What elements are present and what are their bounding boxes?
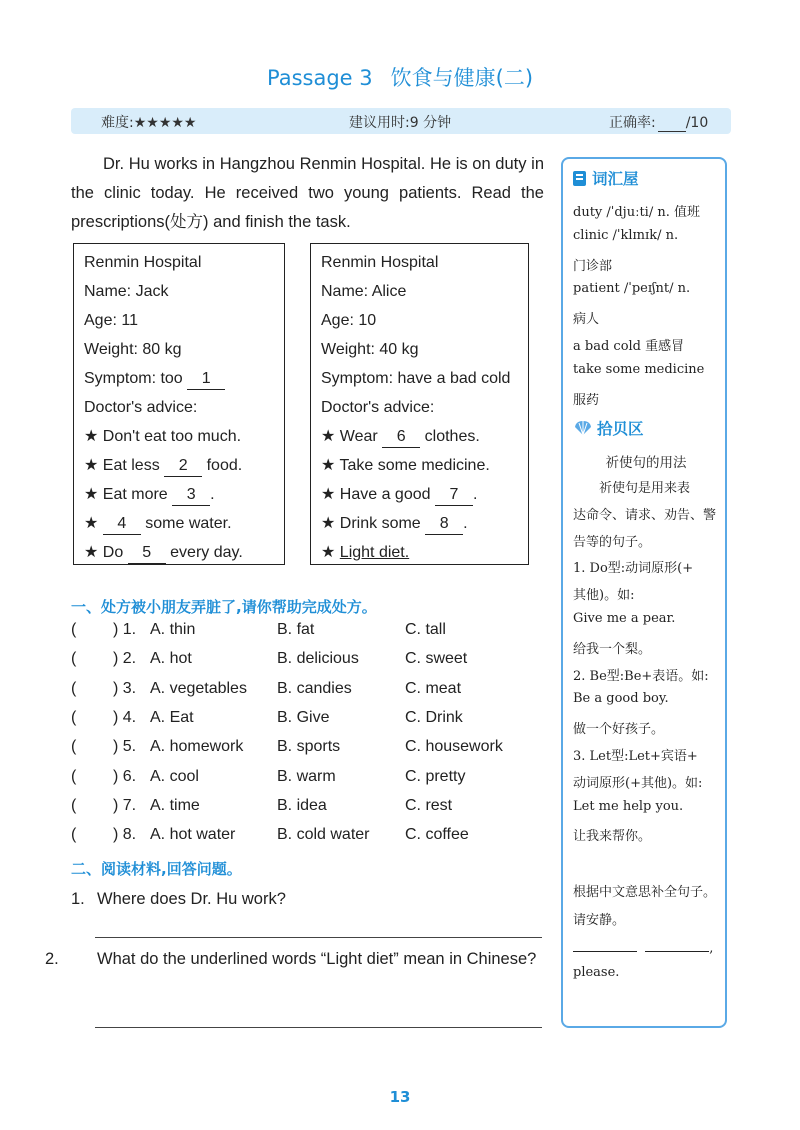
grammar-line: Give me a pear. (573, 611, 676, 626)
mc-question (71, 768, 551, 797)
rx-symptom: Symptom: too 1 (84, 364, 284, 393)
blank-6[interactable]: 6 (382, 427, 420, 448)
passage-topic: 饮食与健康(二) (390, 66, 534, 90)
vocab-line: patient /ˈpeɪʃnt/ n. (573, 281, 691, 297)
accuracy-blank[interactable] (658, 117, 686, 132)
answer-paren[interactable]: ( (71, 621, 77, 638)
grammar-line: Let me help you. (573, 798, 684, 814)
option-a[interactable]: A. vegetables (150, 679, 247, 697)
rx-weight: Weight: 40 kg (321, 341, 419, 358)
blank-2[interactable]: 2 (164, 456, 202, 477)
rx-advice-3: ★ Have a good 7 . (321, 480, 528, 509)
accuracy-label: 正确率: (609, 115, 656, 131)
mc-question (71, 738, 551, 767)
option-b[interactable]: B. cold water (277, 826, 370, 844)
rx-advice-label: Doctor's advice: (321, 399, 435, 416)
exercise-blank-1[interactable] (573, 939, 637, 952)
rx-name: Name: Alice (321, 283, 407, 300)
option-c[interactable]: C. pretty (405, 767, 466, 785)
option-a[interactable]: A. hot water (150, 826, 236, 844)
grammar-line: 动词原形(+其他)。如: (573, 775, 703, 791)
mc-question (71, 680, 551, 709)
grammar-line: 达命令、请求、劝告、警 (573, 507, 717, 523)
mc-question (71, 826, 551, 855)
mc-question (71, 650, 551, 679)
question-number: 1. (71, 890, 85, 908)
rx-advice-1: ★ Don't eat too much. (84, 428, 242, 445)
grammar-line: 1. Do型:动词原形(+ (573, 561, 694, 577)
underlined-light-diet: Light diet. (339, 544, 410, 561)
option-b[interactable]: B. fat (277, 621, 315, 638)
question-number: ) 7. (113, 796, 137, 814)
exercise-ending: please. (573, 965, 620, 980)
grammar-line: 祈使句是用来表 (599, 481, 691, 496)
difficulty: 难度:★★★★★ (101, 115, 197, 131)
question-number: ) 2. (113, 650, 137, 668)
mc-question (71, 797, 551, 826)
rx-age: Age: 11 (84, 312, 138, 329)
rx-advice-4: ★ 4 some water. (84, 509, 284, 538)
rx-age: Age: 10 (321, 312, 377, 329)
answer-paren[interactable]: ( (71, 826, 77, 844)
vocab-line: duty /ˈdjuːti/ n. 值班 (573, 205, 700, 220)
rx-advice-2: ★ Eat less 2 food. (84, 451, 284, 480)
rx-advice-4: ★ Drink some 8 . (321, 509, 528, 538)
answer-line-2[interactable] (95, 1027, 542, 1028)
exercise-prompt: 根据中文意思补全句子。 (573, 885, 717, 900)
rx-advice-3: ★ Eat more 3 . (84, 480, 284, 509)
accuracy (609, 112, 708, 132)
suggested-time: 建议用时:9 分钟 (349, 115, 452, 131)
page-title (0, 62, 800, 92)
blank-8[interactable]: 8 (425, 514, 463, 535)
passage-number: Passage 3 (266, 66, 373, 90)
vocab-heading: 词汇屋 (573, 167, 639, 189)
rx-advice-5: ★ Do 5 every day. (84, 538, 284, 567)
vocab-line: take some medicine (573, 361, 705, 377)
answer-paren[interactable]: ( (71, 679, 77, 697)
vocab-line: a bad cold 重感冒 (573, 339, 685, 354)
grammar-line: 2. Be型:Be+表语。如: (573, 668, 709, 684)
rx-hospital: Renmin Hospital (84, 254, 202, 271)
option-b[interactable]: B. delicious (277, 650, 359, 668)
grammar-line: 告等的句子。 (573, 534, 652, 550)
option-b[interactable]: B. candies (277, 679, 352, 697)
question-number: ) 1. (113, 621, 137, 638)
sidebar (561, 157, 727, 1028)
rx-symptom: Symptom: have a bad cold (321, 370, 511, 387)
option-c[interactable]: C. Drink (405, 708, 463, 726)
vocab-line: 服药 (573, 392, 600, 408)
vocab-line: clinic /ˈklɪnɪk/ n. (573, 227, 679, 243)
question-number: ) 5. (113, 738, 137, 756)
vocab-line: 病人 (573, 312, 600, 328)
book-icon (573, 171, 586, 186)
exercise-blanks (573, 939, 723, 956)
shell-heading: 拾贝区 (573, 417, 644, 439)
option-a[interactable]: A. cool (150, 767, 199, 785)
rx-hospital: Renmin Hospital (321, 254, 439, 271)
grammar-line: 其他)。如: (573, 588, 635, 604)
accuracy-total: /10 (685, 115, 709, 131)
question-number: ) 8. (113, 826, 137, 844)
option-c[interactable]: C. rest (405, 796, 453, 814)
blank-5[interactable]: 5 (128, 543, 166, 564)
option-b[interactable]: B. idea (277, 796, 327, 814)
question-text: Where does Dr. Hu work? (97, 890, 286, 908)
prescription-jack (73, 243, 285, 565)
question-number: ) 6. (113, 767, 137, 785)
answer-paren[interactable]: ( (71, 650, 77, 668)
rx-advice-2: ★ Take some medicine. (321, 457, 490, 474)
option-b[interactable]: B. warm (277, 767, 336, 785)
option-a[interactable]: A. thin (150, 621, 196, 638)
option-c[interactable]: C. coffee (405, 826, 469, 844)
answer-line-1[interactable] (95, 937, 542, 938)
answer-paren[interactable]: ( (71, 796, 77, 814)
question-number: ) 3. (113, 679, 137, 697)
grammar-title: 祈使句的用法 (605, 455, 687, 471)
mc-question (71, 709, 551, 738)
section2-heading: 二、阅读材料,回答问题。 (71, 860, 242, 878)
exercise-chinese: 请安静。 (573, 913, 626, 928)
option-c[interactable]: C. housework (405, 738, 503, 756)
info-bar (71, 108, 731, 134)
option-b[interactable]: B. Give (277, 708, 330, 726)
shell-icon (573, 420, 593, 436)
question-1 (71, 884, 544, 914)
grammar-line: 给我一个梨。 (573, 641, 652, 657)
answer-paren[interactable]: ( (71, 738, 77, 756)
option-a[interactable]: A. homework (150, 738, 244, 756)
rx-advice-1: ★ Wear 6 clothes. (321, 422, 528, 451)
rx-advice-label: Doctor's advice: (84, 399, 198, 416)
blank-4[interactable]: 4 (103, 514, 141, 535)
option-a[interactable]: A. hot (150, 650, 192, 668)
question-number: 2. (45, 950, 59, 968)
answer-paren[interactable]: ( (71, 708, 77, 726)
grammar-line: Be a good boy. (573, 691, 669, 707)
rx-weight: Weight: 80 kg (84, 341, 182, 358)
option-c[interactable]: C. meat (405, 679, 462, 697)
option-b[interactable]: B. sports (277, 738, 341, 756)
rx-advice-5: ★ Light diet. (321, 544, 410, 561)
prescription-alice (310, 243, 529, 565)
blank-3[interactable]: 3 (172, 485, 210, 506)
grammar-line: 让我来帮你。 (573, 829, 652, 845)
option-c[interactable]: C. sweet (405, 650, 468, 668)
question-number: ) 4. (113, 708, 137, 726)
mc-question (71, 621, 551, 650)
intro-paragraph: Dr. Hu works in Hangzhou Renmin Hospital. He is on duty in the clinic today. He received two young patients. Read the prescriptions(处方) and finish the task. (71, 155, 544, 231)
blank-7[interactable]: 7 (435, 485, 473, 506)
question-text: What do the underlined words “Light diet” mean in Chinese? (97, 950, 537, 968)
option-a[interactable]: A. Eat (150, 708, 194, 726)
question-2 (45, 944, 544, 974)
exercise-comma: , (709, 941, 714, 956)
exercise-blank-2[interactable] (645, 939, 709, 952)
option-c[interactable]: C. tall (405, 621, 446, 638)
vocab-line: 门诊部 (573, 258, 613, 274)
blank-1[interactable]: 1 (187, 369, 225, 390)
rx-name: Name: Jack (84, 283, 169, 300)
section1-heading: 一、处方被小朋友弄脏了,请你帮助完成处方。 (71, 598, 377, 616)
page-number: 13 (389, 1088, 411, 1106)
grammar-line: 做一个好孩子。 (573, 722, 665, 738)
answer-paren[interactable]: ( (71, 767, 77, 785)
grammar-line: 3. Let型:Let+宾语+ (573, 749, 698, 764)
option-a[interactable]: A. time (150, 796, 200, 814)
